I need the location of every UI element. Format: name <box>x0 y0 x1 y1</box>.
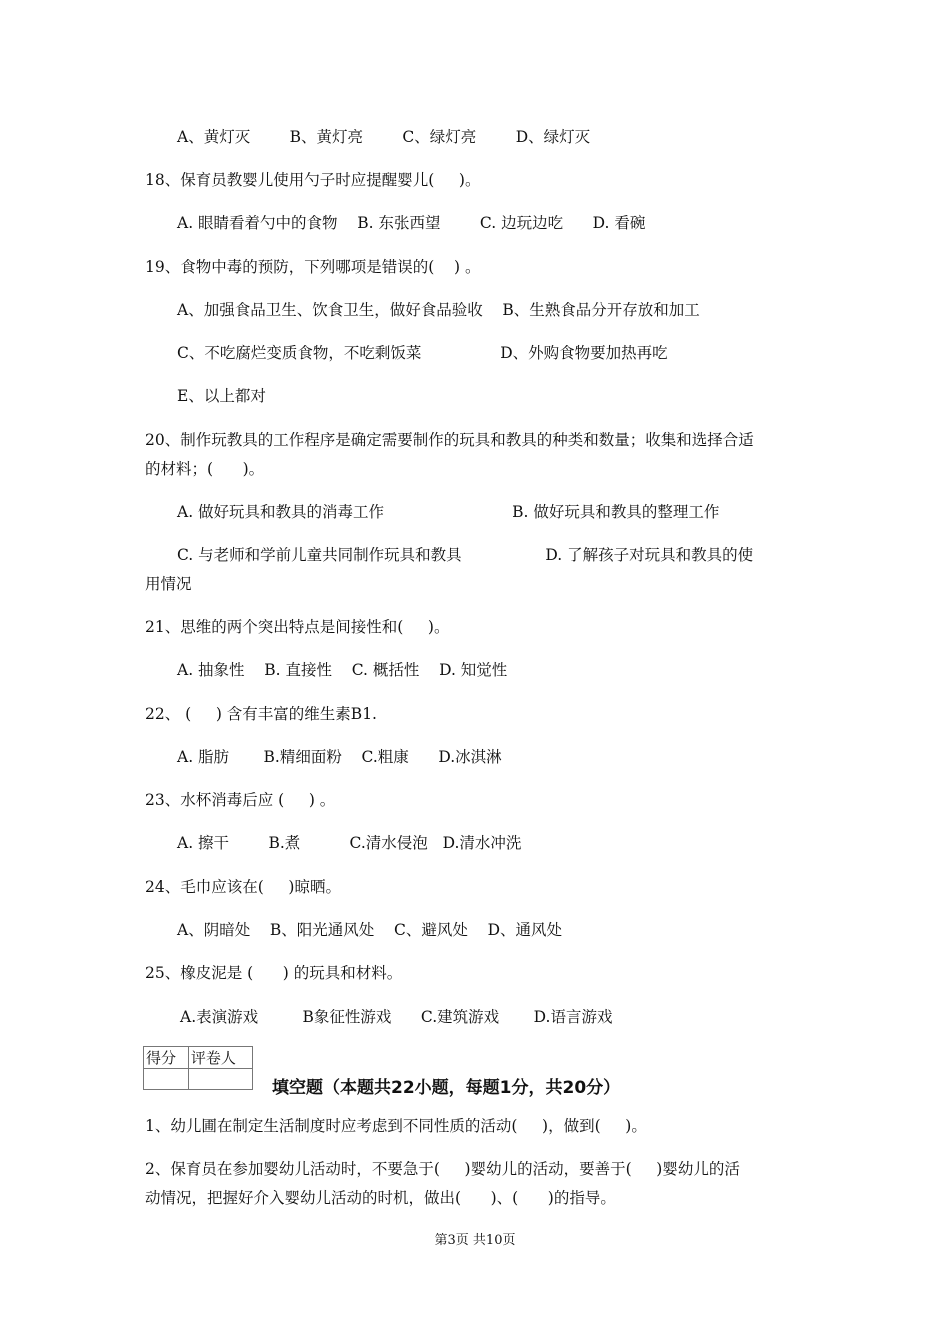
score-box <box>143 1046 253 1090</box>
score-label: 得分 <box>144 1047 189 1069</box>
text-line-q19-opt-cd: C、不吃腐烂变质食物，不吃剩饭菜 D、外购食物要加热再吃 <box>177 344 668 362</box>
page-footer: 第3页 共10页 <box>434 1233 516 1248</box>
text-line-q20-opt-ab: A. 做好玩具和教具的消毒工作 B. 做好玩具和教具的整理工作 <box>177 503 720 521</box>
text-line-q20-opt-cd2: 用情况 <box>145 575 192 593</box>
text-line-q17-options: A、黄灯灭 B、黄灯亮 C、绿灯亮 D、绿灯灭 <box>177 128 591 146</box>
text-line-q19-opt-ab: A、加强食品卫生、饮食卫生，做好食品验收 B、生熟食品分开存放和加工 <box>177 301 700 319</box>
text-line-fill1: 1、幼儿圃在制定生活制度时应考虑到不同性质的活动( )，做到( )。 <box>145 1117 647 1135</box>
text-line-q18-options: A. 眼睛看着勺中的食物 B. 东张西望 C. 边玩边吃 D. 看碗 <box>177 214 646 232</box>
text-line-q25: 25、橡皮泥是 ( ) 的玩具和材料。 <box>145 964 403 982</box>
text-line-q20-l1: 20、制作玩教具的工作程序是确定需要制作的玩具和教具的种类和数量；收集和选择合适 <box>145 431 754 449</box>
text-line-q19: 19、食物中毒的预防，下列哪项是错误的( ) 。 <box>145 258 481 276</box>
section-title: 填空题（本题共22小题，每题1分，共20分） <box>272 1078 621 1098</box>
text-line-q19-opt-e: E、以上都对 <box>177 387 266 405</box>
grader-cell <box>188 1069 252 1090</box>
text-line-fill2-l1: 2、保育员在参加婴幼儿活动时，不要急于( )婴幼儿的活动，要善于( )婴幼儿的活 <box>145 1160 740 1178</box>
text-line-q21-options: A. 抽象性 B. 直接性 C. 概括性 D. 知觉性 <box>177 661 508 679</box>
text-line-q23: 23、水杯消毒后应 ( ) 。 <box>145 791 336 809</box>
text-line-q18: 18、保育员教婴儿使用勺子时应提醒婴儿( )。 <box>145 171 481 189</box>
text-line-q22-options: A. 脂肪 B.精细面粉 C.粗康 D.冰淇淋 <box>177 748 502 766</box>
text-line-q20-opt-cd: C. 与老师和学前儿童共同制作玩具和教具 D. 了解孩子对玩具和教具的使 <box>177 546 754 564</box>
text-line-fill2-l2: 动情况，把握好介入婴幼儿活动的时机，做出( )、( )的指导。 <box>145 1189 616 1207</box>
text-line-q23-options: A. 擦干 B.煮 C.清水侵泡 D.清水冲洗 <box>177 834 522 852</box>
text-line-q25-options: A.表演游戏 B象征性游戏 C.建筑游戏 D.语言游戏 <box>180 1008 613 1026</box>
text-line-q24-options: A、阴暗处 B、阳光通风处 C、避风处 D、通风处 <box>177 921 562 939</box>
text-line-q24: 24、毛巾应该在( )晾晒。 <box>145 878 341 896</box>
grader-label: 评卷人 <box>188 1047 252 1069</box>
text-line-q20-l2: 的材料；( )。 <box>145 460 265 478</box>
text-line-q21: 21、思维的两个突出特点是间接性和( )。 <box>145 618 450 636</box>
text-line-q22: 22、 ( ) 含有丰富的维生素B1. <box>145 705 377 723</box>
score-cell <box>144 1069 189 1090</box>
